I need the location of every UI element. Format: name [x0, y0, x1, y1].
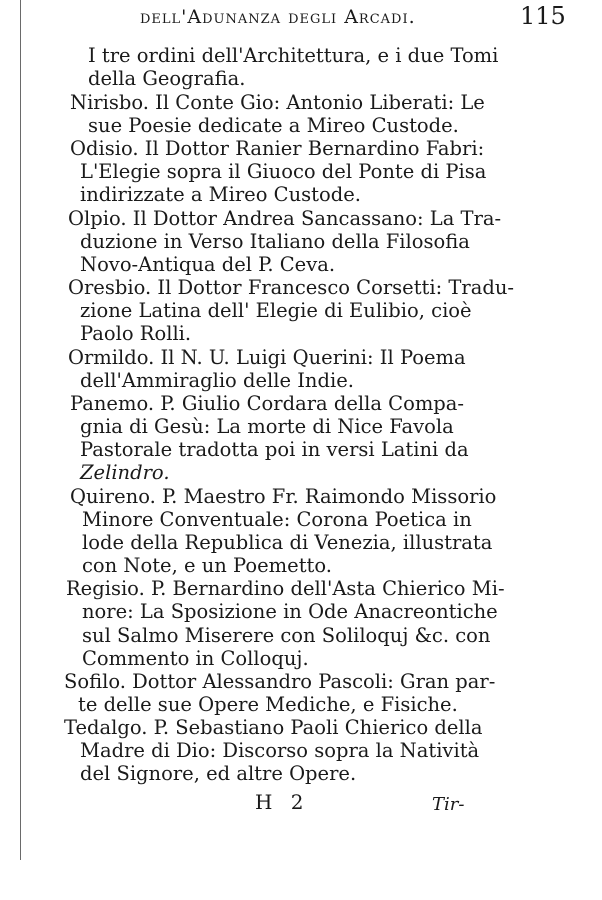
text-line: I tre ordini dell'Architettura, e i due Tomi: [88, 44, 499, 67]
entry-line: Sofilo. Dottor Alessandro Pascoli: Gran par-: [64, 670, 496, 693]
entry-line: Odisio. Il Dottor Ranier Bernardino Fabri:: [70, 137, 485, 160]
text-line: L'Elegie sopra il Giuoco del Ponte di Pisa: [80, 160, 487, 183]
text-line: Novo-Antiqua del P. Ceva.: [80, 253, 336, 276]
entry-line: Tedalgo. P. Sebastiano Paoli Chierico della: [64, 716, 483, 739]
text-line: della Geografia.: [88, 67, 246, 90]
text-line: Zelindro.: [80, 461, 170, 484]
text-line: con Note, e un Poemetto.: [82, 554, 332, 577]
text-line: Commento in Colloquj.: [82, 647, 309, 670]
entry-line: Regisio. P. Bernardino dell'Asta Chierico Mi-: [66, 577, 505, 600]
text-line: Minore Conventuale: Corona Poetica in: [82, 508, 472, 531]
text-line: zione Latina dell' Elegie di Eulibio, cioè: [80, 299, 472, 322]
entry-line: Oresbio. Il Dottor Francesco Corsetti: Tradu-: [68, 276, 514, 299]
text-line: del Signore, ed altre Opere.: [80, 762, 357, 785]
text-line: dell'Ammiraglio delle Indie.: [80, 369, 354, 392]
entry-line: Nirisbo. Il Conte Gio: Antonio Liberati: Le: [70, 91, 485, 114]
text-line: duzione in Verso Italiano della Filosofia: [80, 230, 470, 253]
text-line: te delle sue Opere Mediche, e Fisiche.: [78, 693, 458, 716]
entry-line: Olpio. Il Dottor Andrea Sancassano: La Tra-: [68, 207, 502, 230]
text-line: sul Salmo Miserere con Soliloquj &c. con: [82, 624, 491, 647]
text-line: lode della Republica di Venezia, illustrata: [82, 531, 493, 554]
entry-line: Panemo. P. Giulio Cordara della Compa-: [70, 392, 465, 415]
page-number: 115: [520, 2, 566, 30]
text-line: Paolo Rolli.: [80, 322, 192, 345]
running-head: dell'Adunanza degli Arcadi.: [140, 6, 416, 28]
text-line: Pastorale tradotta poi in versi Latini da: [80, 438, 469, 461]
text-line: indirizzate a Mireo Custode.: [80, 183, 361, 206]
text-line: nore: La Sposizione in Ode Anacreontiche: [82, 600, 498, 623]
text-line: sue Poesie dedicate a Mireo Custode.: [88, 114, 459, 137]
signature-mark: H 2: [255, 790, 310, 814]
entry-line: Ormildo. Il N. U. Luigi Querini: Il Poema: [68, 346, 466, 369]
entry-line: Quireno. P. Maestro Fr. Raimondo Missorio: [70, 485, 497, 508]
page-edge-rule: [20, 0, 21, 860]
text-line: gnia di Gesù: La morte di Nice Favola: [80, 415, 454, 438]
text-line: Madre di Dio: Discorso sopra la Natività: [80, 739, 480, 762]
catchword: Tir-: [432, 794, 465, 815]
